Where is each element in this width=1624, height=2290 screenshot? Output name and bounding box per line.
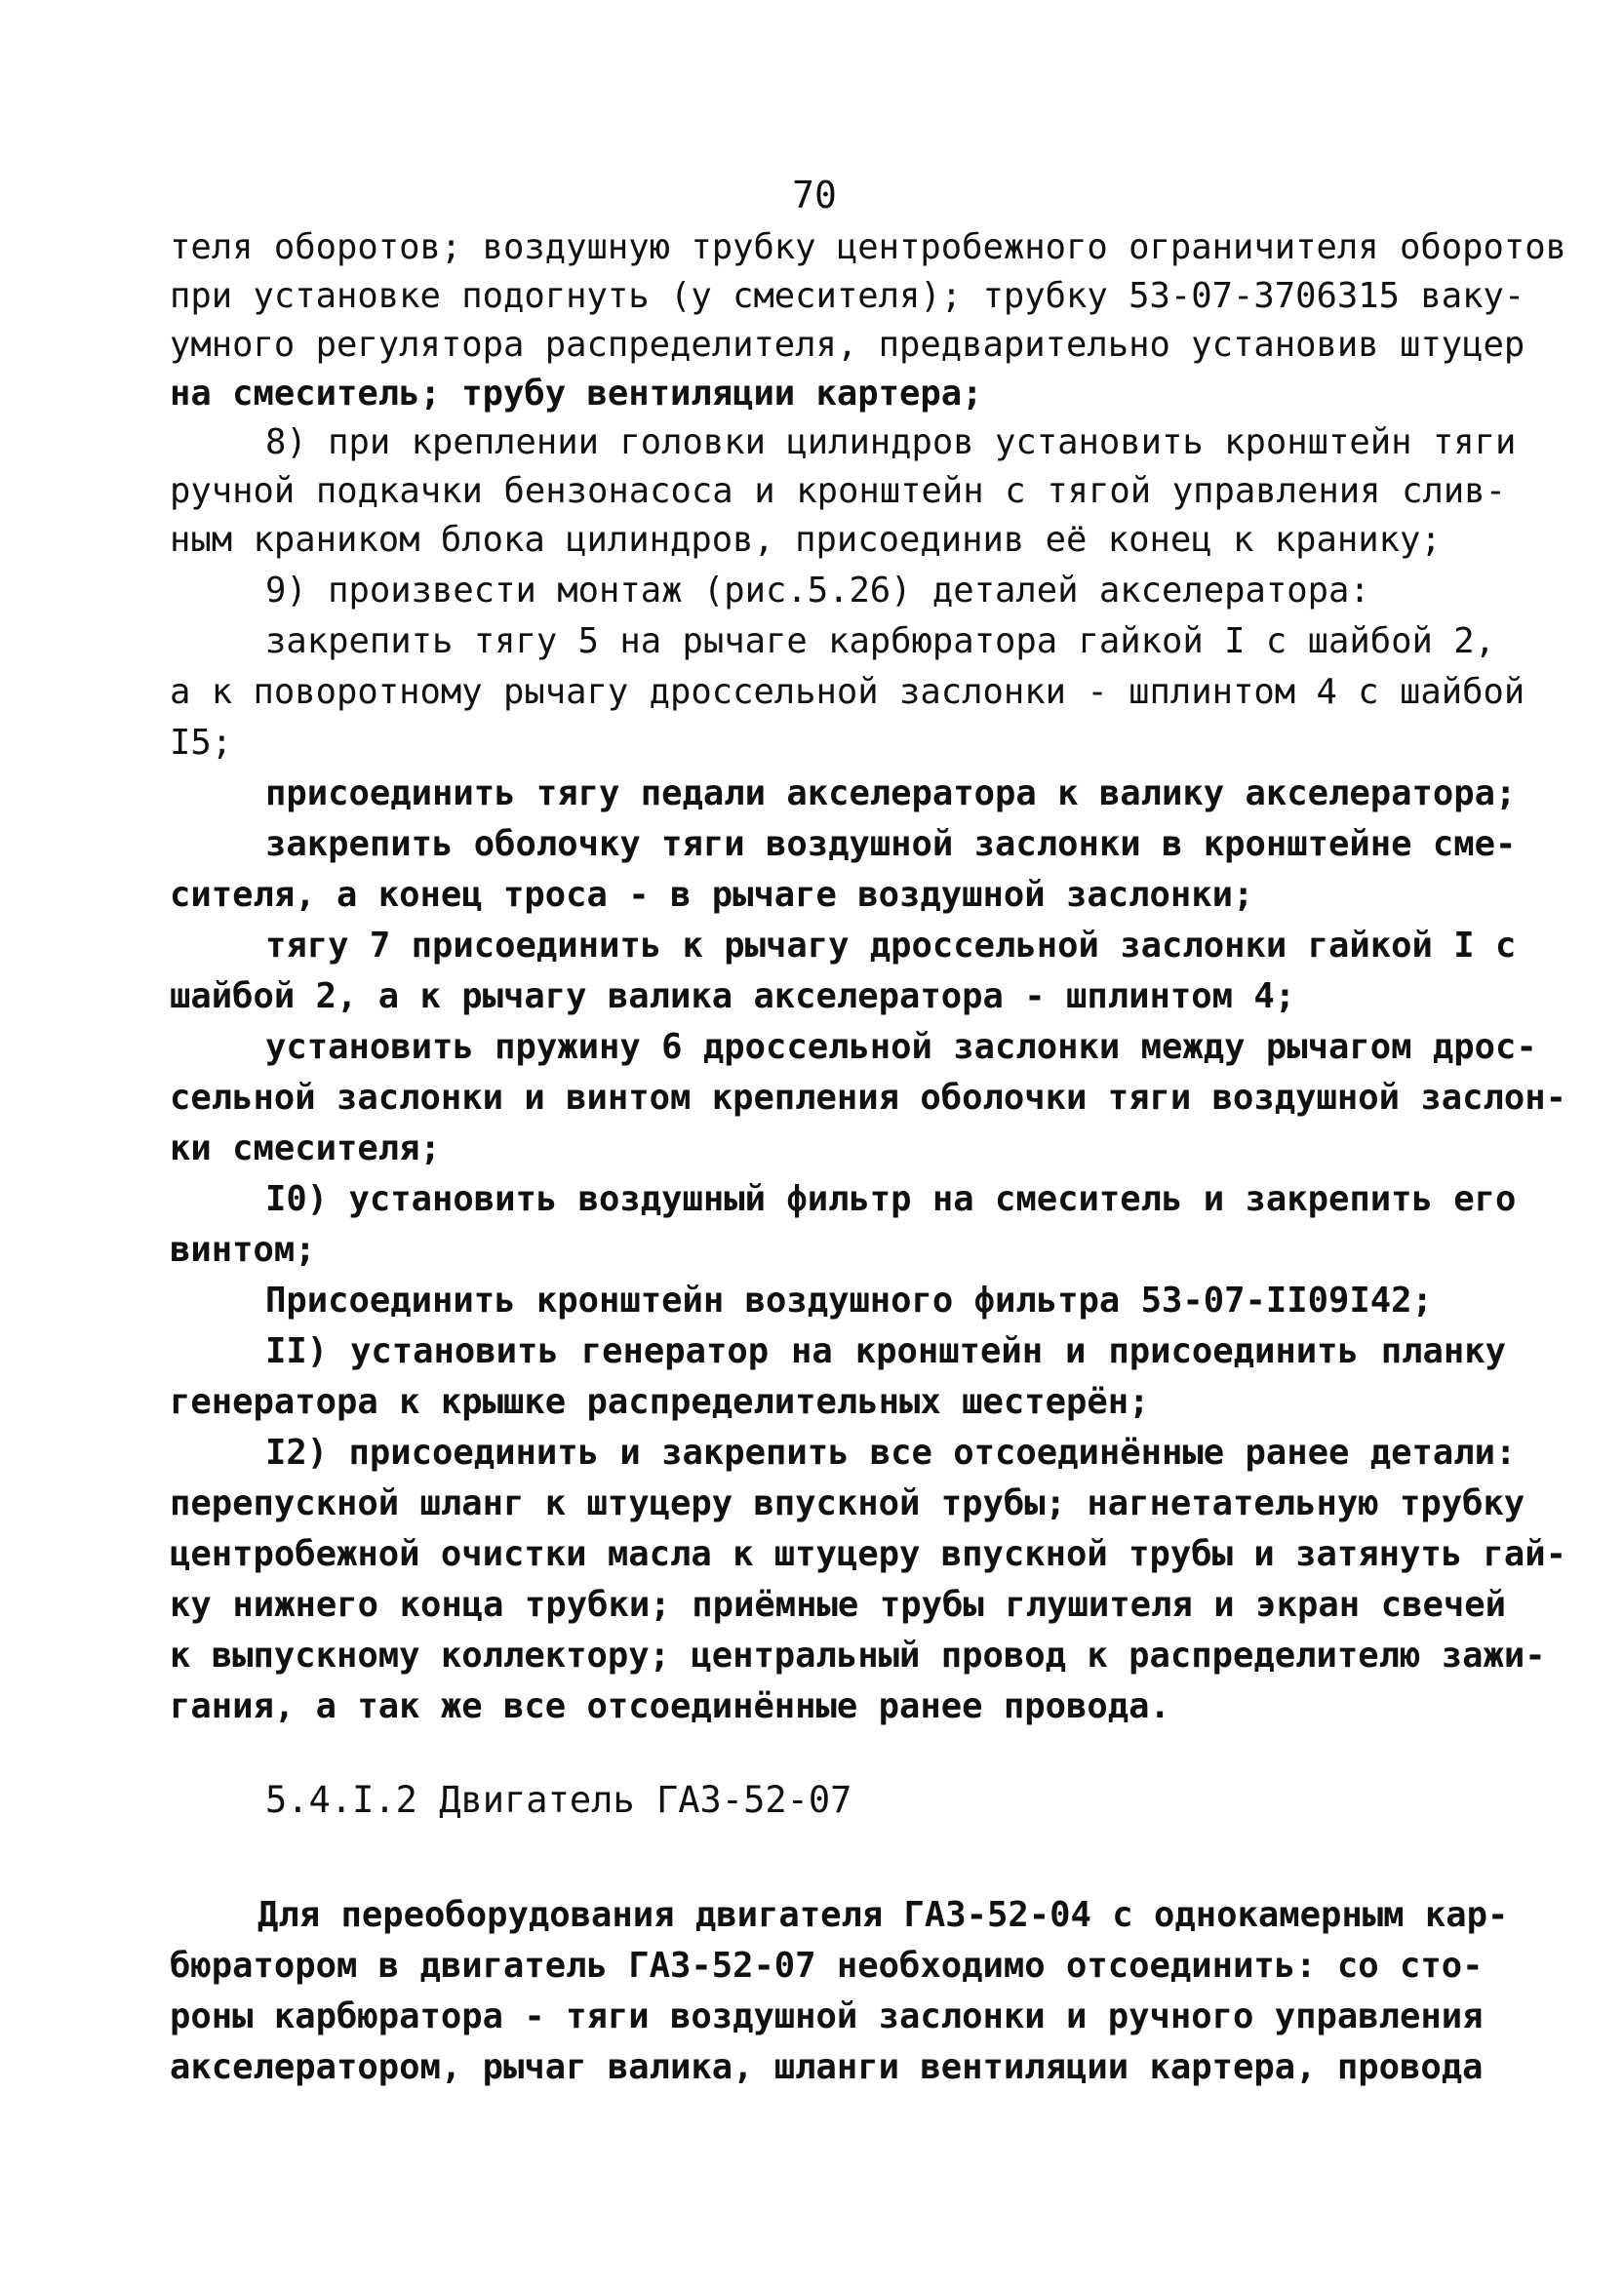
text-line: I5; [170,723,233,763]
text-line: гания, а так же все отсоединённые ранее провода. [170,1686,1170,1726]
text-line: а к поворотному рычагу дроссельной заслонки - шплинтом 4 с шайбой [170,672,1525,712]
text-line: бюратором в двигатель ГАЗ-52-07 необходимо отсоединить: со сто- [170,1946,1484,1986]
text-line: теля оборотов; воздушную трубку центробежного ограничителя оборотов [170,227,1566,267]
text-line: центробежной очистки масла к штуцеру впускной трубы и затянуть гай- [170,1534,1566,1574]
text-line: сителя, а конец троса - в рычаге воздушной заслонки; [170,875,1254,915]
text-line: умного регулятора распределителя, предварительно установив штуцер [170,325,1525,365]
text-line: ки смесителя; [170,1128,441,1168]
text-line: ным краником блока цилиндров, присоединив её конец к кранику; [170,520,1442,560]
text-line: перепускной шланг к штуцеру впускной трубы; нагнетательную трубку [170,1483,1525,1523]
section-heading: 5.4.I.2 Двигатель ГАЗ-52-07 [265,1779,852,1821]
text-line: винтом; [170,1230,316,1270]
text-line: к выпускному коллектору; центральный провод к распределителю зажи- [170,1636,1546,1676]
text-line: Для переоборудования двигателя ГАЗ-52-04 с однокамерным кар- [257,1895,1509,1935]
text-line: сельной заслонки и винтом крепления оболочки тяги воздушной заслон- [170,1078,1566,1118]
text-line: на смеситель; трубу вентиляции картера; [170,374,983,414]
text-line: I0) установить воздушный фильтр на смеситель и закрепить его [265,1179,1517,1219]
page-number: 70 [792,174,837,217]
text-line: ку нижнего конца трубки; приёмные трубы глушителя и экран свечей [170,1585,1506,1625]
text-line: при установке подогнуть (у смесителя); трубку 53-07-3706315 ваку- [170,276,1525,316]
text-line: роны карбюратора - тяги воздушной заслонки и ручного управления [170,1996,1484,2036]
text-line: генератора к крышке распределительных шестерён; [170,1382,1150,1422]
text-line: закрепить тягу 5 на рычаге карбюратора гайкой I с шайбой 2, [265,621,1495,661]
text-line: II) установить генератор на кронштейн и присоединить планку [265,1331,1506,1371]
text-line: присоединить тягу педали акселератора к валику акселератора; [265,773,1517,813]
text-line: установить пружину 6 дроссельной заслонки между рычагом дрос- [265,1027,1537,1067]
text-line: акселератором, рычаг валика, шланги вентиляции картера, провода [170,2047,1484,2087]
text-line: закрепить оболочку тяги воздушной заслонки в кронштейне сме- [265,824,1517,864]
text-line: 8) при креплении головки цилиндров установить кронштейн тяги [265,422,1517,462]
text-line: 9) произвести монтаж (рис.5.26) деталей акселератора: [265,571,1370,611]
text-line: шайбой 2, а к рычагу валика акселератора - шплинтом 4; [170,976,1296,1016]
text-line: I2) присоединить и закрепить все отсоединённые ранее детали: [265,1433,1517,1473]
text-line: тягу 7 присоединить к рычагу дроссельной заслонки гайкой I с [265,926,1517,966]
text-line: Присоединить кронштейн воздушного фильтра 53-07-II09I42; [265,1281,1433,1321]
text-line: ручной подкачки бензонасоса и кронштейн с тягой управления слив- [170,471,1506,511]
